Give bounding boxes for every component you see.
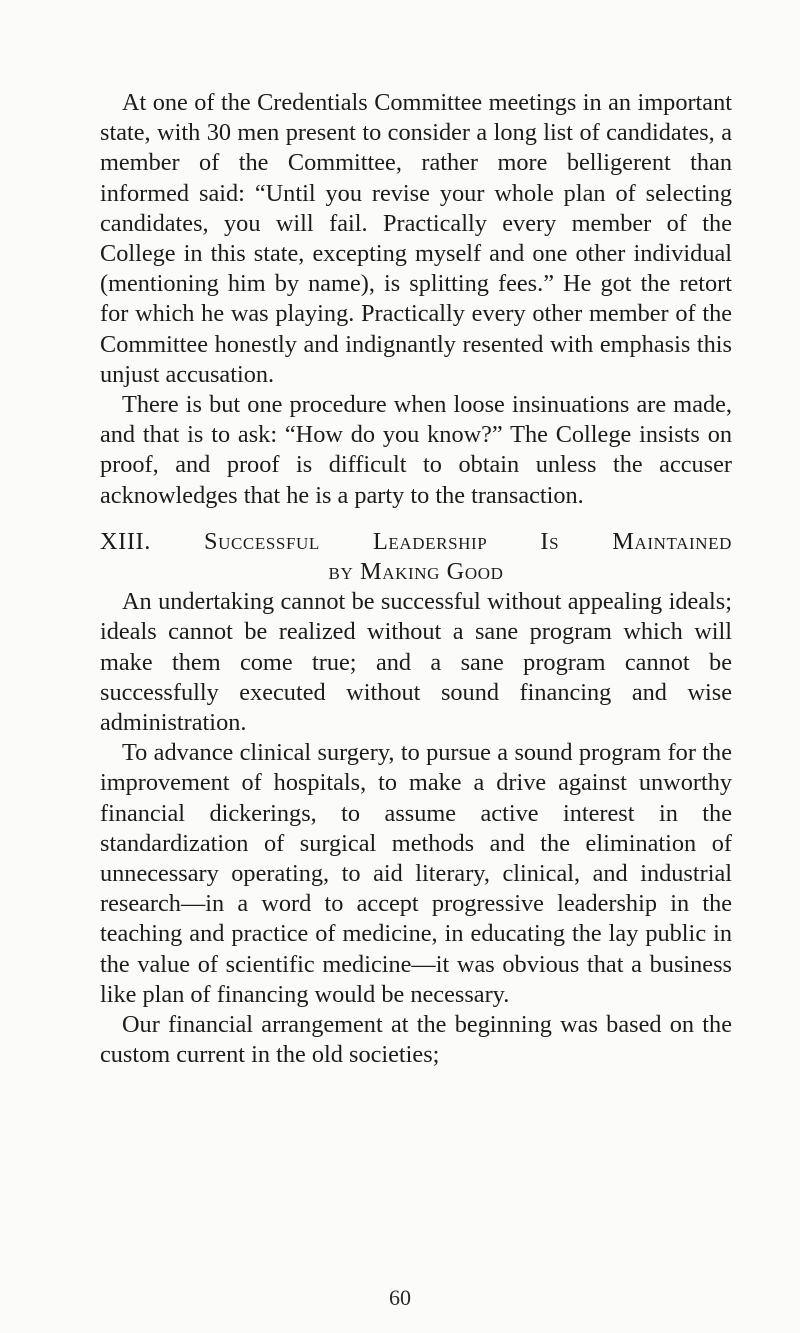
paragraph: Our financial arrangement at the beginning was based on the custom current in the old societies;: [100, 1011, 732, 1069]
page-number: 60: [389, 1285, 411, 1310]
paragraph: At one of the Credentials Committee meetings in an important state, with 30 men present to consider a long list of candidates, a member of the Committee, rather more belligerent than informed said: “Until you revise your whole plan of selecting candidates, you will fail. Practically every member of the College in this state, excepting myself and one other individual (mentioning him by name), is splitting fees.” He got the retort for which he was playing. Practically every other member of the Committee honestly and indignantly resented with emphasis this unjust accusation.: [100, 89, 732, 388]
paragraph: An undertaking cannot be successful without appealing ideals; ideals cannot be realized without a sane program which will make them come true; and a sane program cannot be successfully executed without sound financing and wise administration.: [100, 588, 732, 737]
section-heading-line: by Making Good: [328, 558, 504, 586]
section-heading: [100, 527, 732, 587]
paragraph: There is but one procedure when loose insinuations are made, and that is to ask: “How do you know?” The College insists on proof, and proof is difficult to obtain unless the accuser acknowledges that he is a party to the transaction.: [100, 391, 732, 509]
section-heading-line: XIII. Successful Leadership Is Maintained: [100, 527, 732, 555]
body-text: [100, 88, 732, 1071]
paragraph: To advance clinical surgery, to pursue a sound program for the improvement of hospitals, to make a drive against unworthy financial dickerings, to assume active interest in the standardization of surgical methods and the elimination of unnecessary operating, to aid literary, clinical, and industrial research—in a word to accept progressive leadership in the teaching and practice of medicine, in educating the lay public in the value of scientific medicine—it was obvious that a business like plan of financing would be necessary.: [100, 739, 732, 1008]
